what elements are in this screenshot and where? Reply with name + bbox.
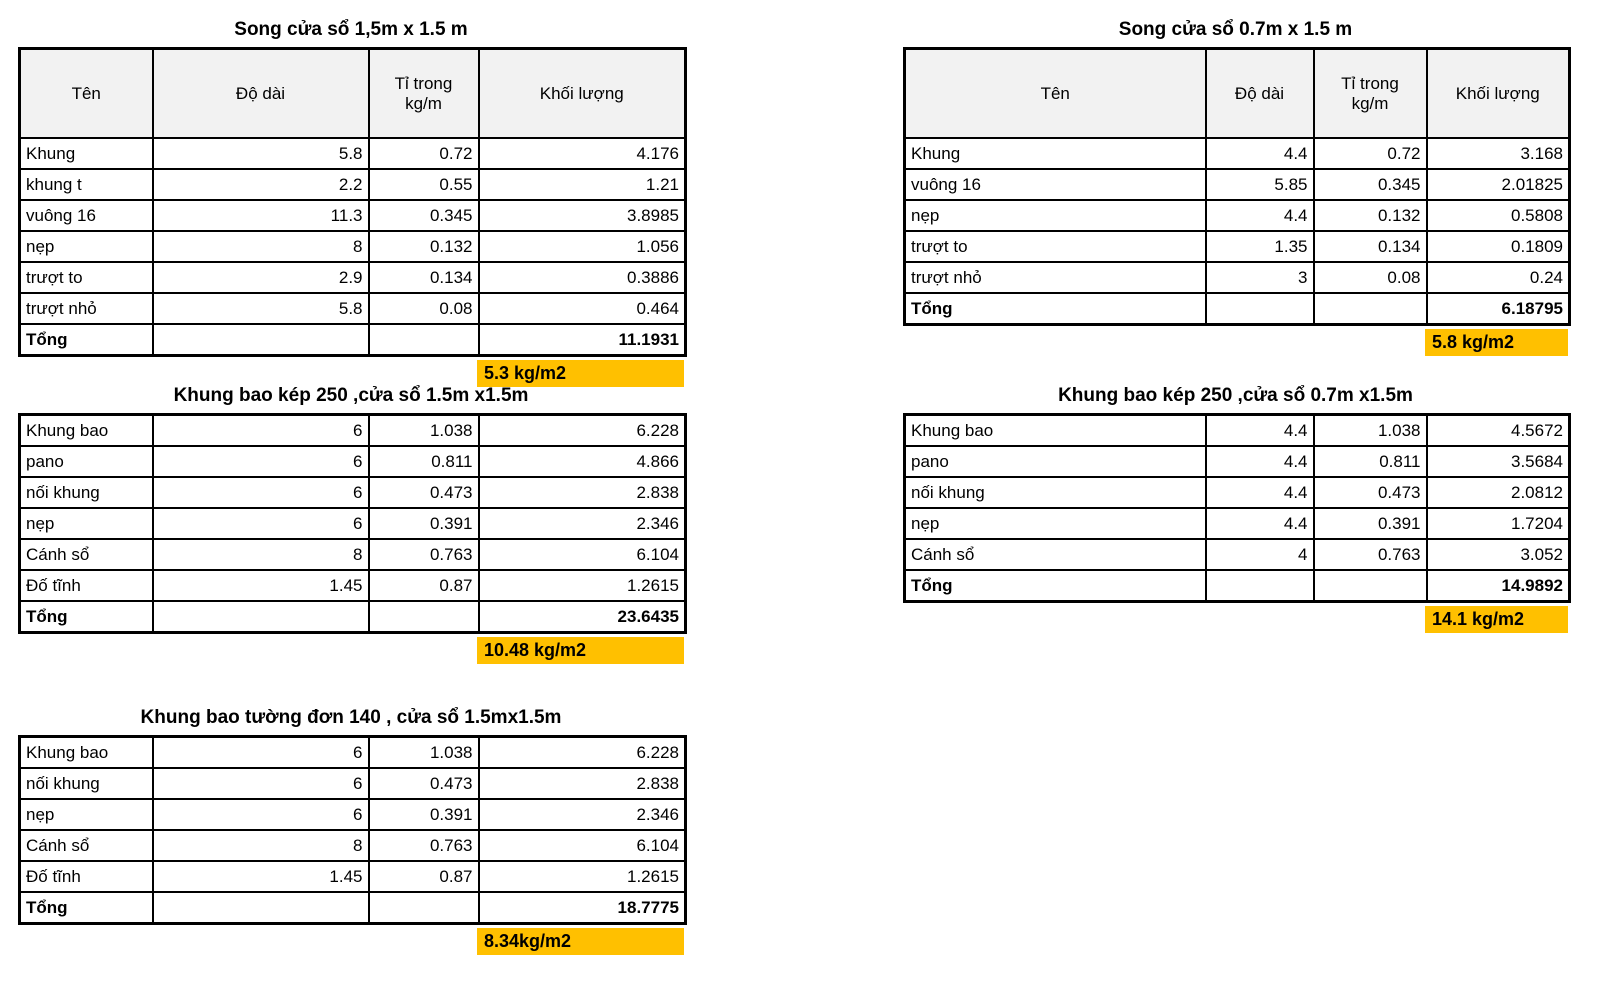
row-label: nẹp [905, 200, 1206, 231]
value-cell: 2.838 [479, 477, 686, 508]
value-cell: 0.763 [369, 539, 479, 570]
value-cell: 1.038 [369, 737, 479, 769]
column-header: Khối lượng [479, 49, 686, 139]
row-label: vuông 16 [20, 200, 153, 231]
value-cell: 0.87 [369, 570, 479, 601]
table-row [20, 446, 686, 477]
table-row [20, 262, 686, 293]
value-cell: 0.24 [1427, 262, 1570, 293]
table-row [905, 415, 1570, 447]
table-row [905, 477, 1570, 508]
value-cell: 8 [153, 830, 369, 861]
kg-per-m2-highlight: 5.3 kg/m2 [477, 360, 684, 387]
column-header: Độ dài [1206, 49, 1314, 139]
column-header: Tỉ trong kg/m [1314, 49, 1427, 139]
value-cell [1314, 570, 1427, 602]
kg-per-m2-highlight: 8.34kg/m2 [477, 928, 684, 955]
table-block-khung-bao-kep-250-0-7m [903, 384, 1568, 633]
value-cell: 0.345 [1314, 169, 1427, 200]
table-row [905, 262, 1570, 293]
total-row [905, 293, 1570, 325]
value-cell: 5.85 [1206, 169, 1314, 200]
value-cell: 2.01825 [1427, 169, 1570, 200]
value-cell: 0.391 [1314, 508, 1427, 539]
row-label: Cánh sổ [905, 539, 1206, 570]
value-cell: 6.228 [479, 737, 686, 769]
value-cell: 0.132 [1314, 200, 1427, 231]
table-title: Song cửa sổ 0.7m x 1.5 m [1118, 19, 1353, 40]
row-label: Cánh sổ [20, 830, 153, 861]
value-cell: 2.0812 [1427, 477, 1570, 508]
value-cell: 0.811 [369, 446, 479, 477]
value-cell: 0.1809 [1427, 231, 1570, 262]
row-label: Đố tĩnh [20, 570, 153, 601]
value-cell: 23.6435 [479, 601, 686, 633]
value-cell: 4.4 [1206, 138, 1314, 169]
value-cell: 6.104 [479, 539, 686, 570]
table-row [20, 169, 686, 200]
row-label: Đố tĩnh [20, 861, 153, 892]
value-cell: 4.176 [479, 138, 686, 169]
row-label: trượt nhỏ [20, 293, 153, 324]
table-row [20, 737, 686, 769]
table-row [20, 138, 686, 169]
value-cell: 0.391 [369, 799, 479, 830]
table-row [905, 508, 1570, 539]
value-cell: 0.08 [369, 293, 479, 324]
total-row [20, 601, 686, 633]
table-title: Khung bao kép 250 ,cửa sổ 1.5m x1.5m [173, 385, 529, 406]
value-cell: 6.228 [479, 415, 686, 447]
value-cell: 4.4 [1206, 415, 1314, 447]
value-cell: 0.464 [479, 293, 686, 324]
table-row [20, 768, 686, 799]
data-table [18, 413, 687, 634]
value-cell: 0.87 [369, 861, 479, 892]
value-cell: 0.391 [369, 508, 479, 539]
total-row [20, 892, 686, 924]
value-cell: 8 [153, 539, 369, 570]
value-cell: 0.132 [369, 231, 479, 262]
value-cell: 1.45 [153, 861, 369, 892]
value-cell: 3 [1206, 262, 1314, 293]
value-cell: 1.45 [153, 570, 369, 601]
table-block-khung-bao-tuong-don-140 [18, 706, 684, 955]
kg-per-m2-highlight: 5.8 kg/m2 [1425, 329, 1568, 356]
value-cell: 0.473 [1314, 477, 1427, 508]
value-cell: 4.4 [1206, 200, 1314, 231]
value-cell: 8 [153, 231, 369, 262]
table-row [905, 231, 1570, 262]
value-cell: 11.3 [153, 200, 369, 231]
value-cell [153, 601, 369, 633]
value-cell: 0.134 [369, 262, 479, 293]
row-label: pano [905, 446, 1206, 477]
row-label: nối khung [20, 477, 153, 508]
column-header: Tên [905, 49, 1206, 139]
value-cell: 4.4 [1206, 446, 1314, 477]
value-cell: 1.35 [1206, 231, 1314, 262]
row-label: nẹp [20, 508, 153, 539]
value-cell [369, 892, 479, 924]
table-row [20, 231, 686, 262]
table-title: Khung bao tường đơn 140 , cửa sổ 1.5mx1.5m [140, 707, 562, 728]
value-cell: 1.7204 [1427, 508, 1570, 539]
value-cell [153, 324, 369, 356]
header-row [20, 49, 686, 139]
column-header: Khối lượng [1427, 49, 1570, 139]
row-label: nẹp [905, 508, 1206, 539]
table-row [20, 799, 686, 830]
row-label: Tổng [20, 601, 153, 633]
value-cell: 0.763 [1314, 539, 1427, 570]
value-cell: 4.5672 [1427, 415, 1570, 447]
value-cell: 0.473 [369, 477, 479, 508]
table-row [905, 138, 1570, 169]
row-label: Khung [20, 138, 153, 169]
value-cell: 0.72 [369, 138, 479, 169]
value-cell: 1.21 [479, 169, 686, 200]
row-label: pano [20, 446, 153, 477]
row-label: Khung bao [905, 415, 1206, 447]
column-header: Tên [20, 49, 153, 139]
value-cell: 0.134 [1314, 231, 1427, 262]
row-label: nẹp [20, 231, 153, 262]
kg-per-m2-highlight: 10.48 kg/m2 [477, 637, 684, 664]
kg-per-m2-highlight: 14.1 kg/m2 [1425, 606, 1568, 633]
value-cell: 0.72 [1314, 138, 1427, 169]
table-row [905, 446, 1570, 477]
value-cell: 1.038 [369, 415, 479, 447]
total-row [905, 570, 1570, 602]
table-row [905, 169, 1570, 200]
value-cell: 3.8985 [479, 200, 686, 231]
column-header: Độ dài [153, 49, 369, 139]
value-cell: 0.08 [1314, 262, 1427, 293]
table-row [905, 200, 1570, 231]
row-label: Khung bao [20, 737, 153, 769]
value-cell: 6 [153, 477, 369, 508]
value-cell: 6 [153, 415, 369, 447]
value-cell: 2.346 [479, 508, 686, 539]
row-label: khung t [20, 169, 153, 200]
row-label: trượt nhỏ [905, 262, 1206, 293]
row-label: nẹp [20, 799, 153, 830]
value-cell: 1.038 [1314, 415, 1427, 447]
value-cell: 6 [153, 508, 369, 539]
value-cell [369, 324, 479, 356]
value-cell: 6 [153, 799, 369, 830]
value-cell: 4.4 [1206, 508, 1314, 539]
value-cell [1206, 293, 1314, 325]
row-label: Tổng [905, 570, 1206, 602]
row-label: trượt to [20, 262, 153, 293]
value-cell: 1.2615 [479, 570, 686, 601]
table-title: Song cửa sổ 1,5m x 1.5 m [234, 19, 468, 40]
value-cell [369, 601, 479, 633]
table-row [20, 539, 686, 570]
table-row [20, 570, 686, 601]
value-cell: 4.866 [479, 446, 686, 477]
data-table [18, 735, 687, 925]
value-cell: 3.5684 [1427, 446, 1570, 477]
table-row [20, 415, 686, 447]
row-label: Cánh sổ [20, 539, 153, 570]
table-row [20, 861, 686, 892]
table-block-khung-bao-kep-250-1-5m [18, 384, 684, 664]
table-row [905, 539, 1570, 570]
value-cell [1314, 293, 1427, 325]
row-label: vuông 16 [905, 169, 1206, 200]
value-cell: 2.2 [153, 169, 369, 200]
value-cell: 6 [153, 446, 369, 477]
data-table [18, 47, 687, 357]
row-label: Khung [905, 138, 1206, 169]
value-cell: 4.4 [1206, 477, 1314, 508]
table-row [20, 293, 686, 324]
value-cell: 0.5808 [1427, 200, 1570, 231]
row-label: nối khung [905, 477, 1206, 508]
value-cell: 0.811 [1314, 446, 1427, 477]
total-row [20, 324, 686, 356]
value-cell: 0.763 [369, 830, 479, 861]
value-cell: 0.55 [369, 169, 479, 200]
header-row [905, 49, 1570, 139]
value-cell: 2.838 [479, 768, 686, 799]
value-cell: 5.8 [153, 138, 369, 169]
value-cell: 0.3886 [479, 262, 686, 293]
value-cell [153, 892, 369, 924]
value-cell: 3.168 [1427, 138, 1570, 169]
data-table [903, 47, 1571, 326]
row-label: trượt to [905, 231, 1206, 262]
row-label: Tổng [905, 293, 1206, 325]
row-label: nối khung [20, 768, 153, 799]
table-block-song-cua-so-0-7m [903, 18, 1568, 356]
data-table [903, 413, 1571, 603]
row-label: Tổng [20, 324, 153, 356]
value-cell: 6 [153, 737, 369, 769]
value-cell: 0.473 [369, 768, 479, 799]
value-cell: 18.7775 [479, 892, 686, 924]
column-header: Tỉ trong kg/m [369, 49, 479, 139]
table-title: Khung bao kép 250 ,cửa sổ 0.7m x1.5m [1058, 385, 1413, 406]
table-row [20, 477, 686, 508]
value-cell: 6.104 [479, 830, 686, 861]
value-cell: 5.8 [153, 293, 369, 324]
value-cell: 1.2615 [479, 861, 686, 892]
value-cell: 0.345 [369, 200, 479, 231]
row-label: Tổng [20, 892, 153, 924]
row-label: Khung bao [20, 415, 153, 447]
value-cell: 6.18795 [1427, 293, 1570, 325]
table-block-song-cua-so-1-5m [18, 18, 684, 387]
value-cell: 1.056 [479, 231, 686, 262]
value-cell: 2.346 [479, 799, 686, 830]
value-cell: 6 [153, 768, 369, 799]
value-cell: 4 [1206, 539, 1314, 570]
table-row [20, 830, 686, 861]
value-cell: 11.1931 [479, 324, 686, 356]
value-cell: 3.052 [1427, 539, 1570, 570]
value-cell: 14.9892 [1427, 570, 1570, 602]
table-row [20, 200, 686, 231]
value-cell [1206, 570, 1314, 602]
value-cell: 2.9 [153, 262, 369, 293]
table-row [20, 508, 686, 539]
